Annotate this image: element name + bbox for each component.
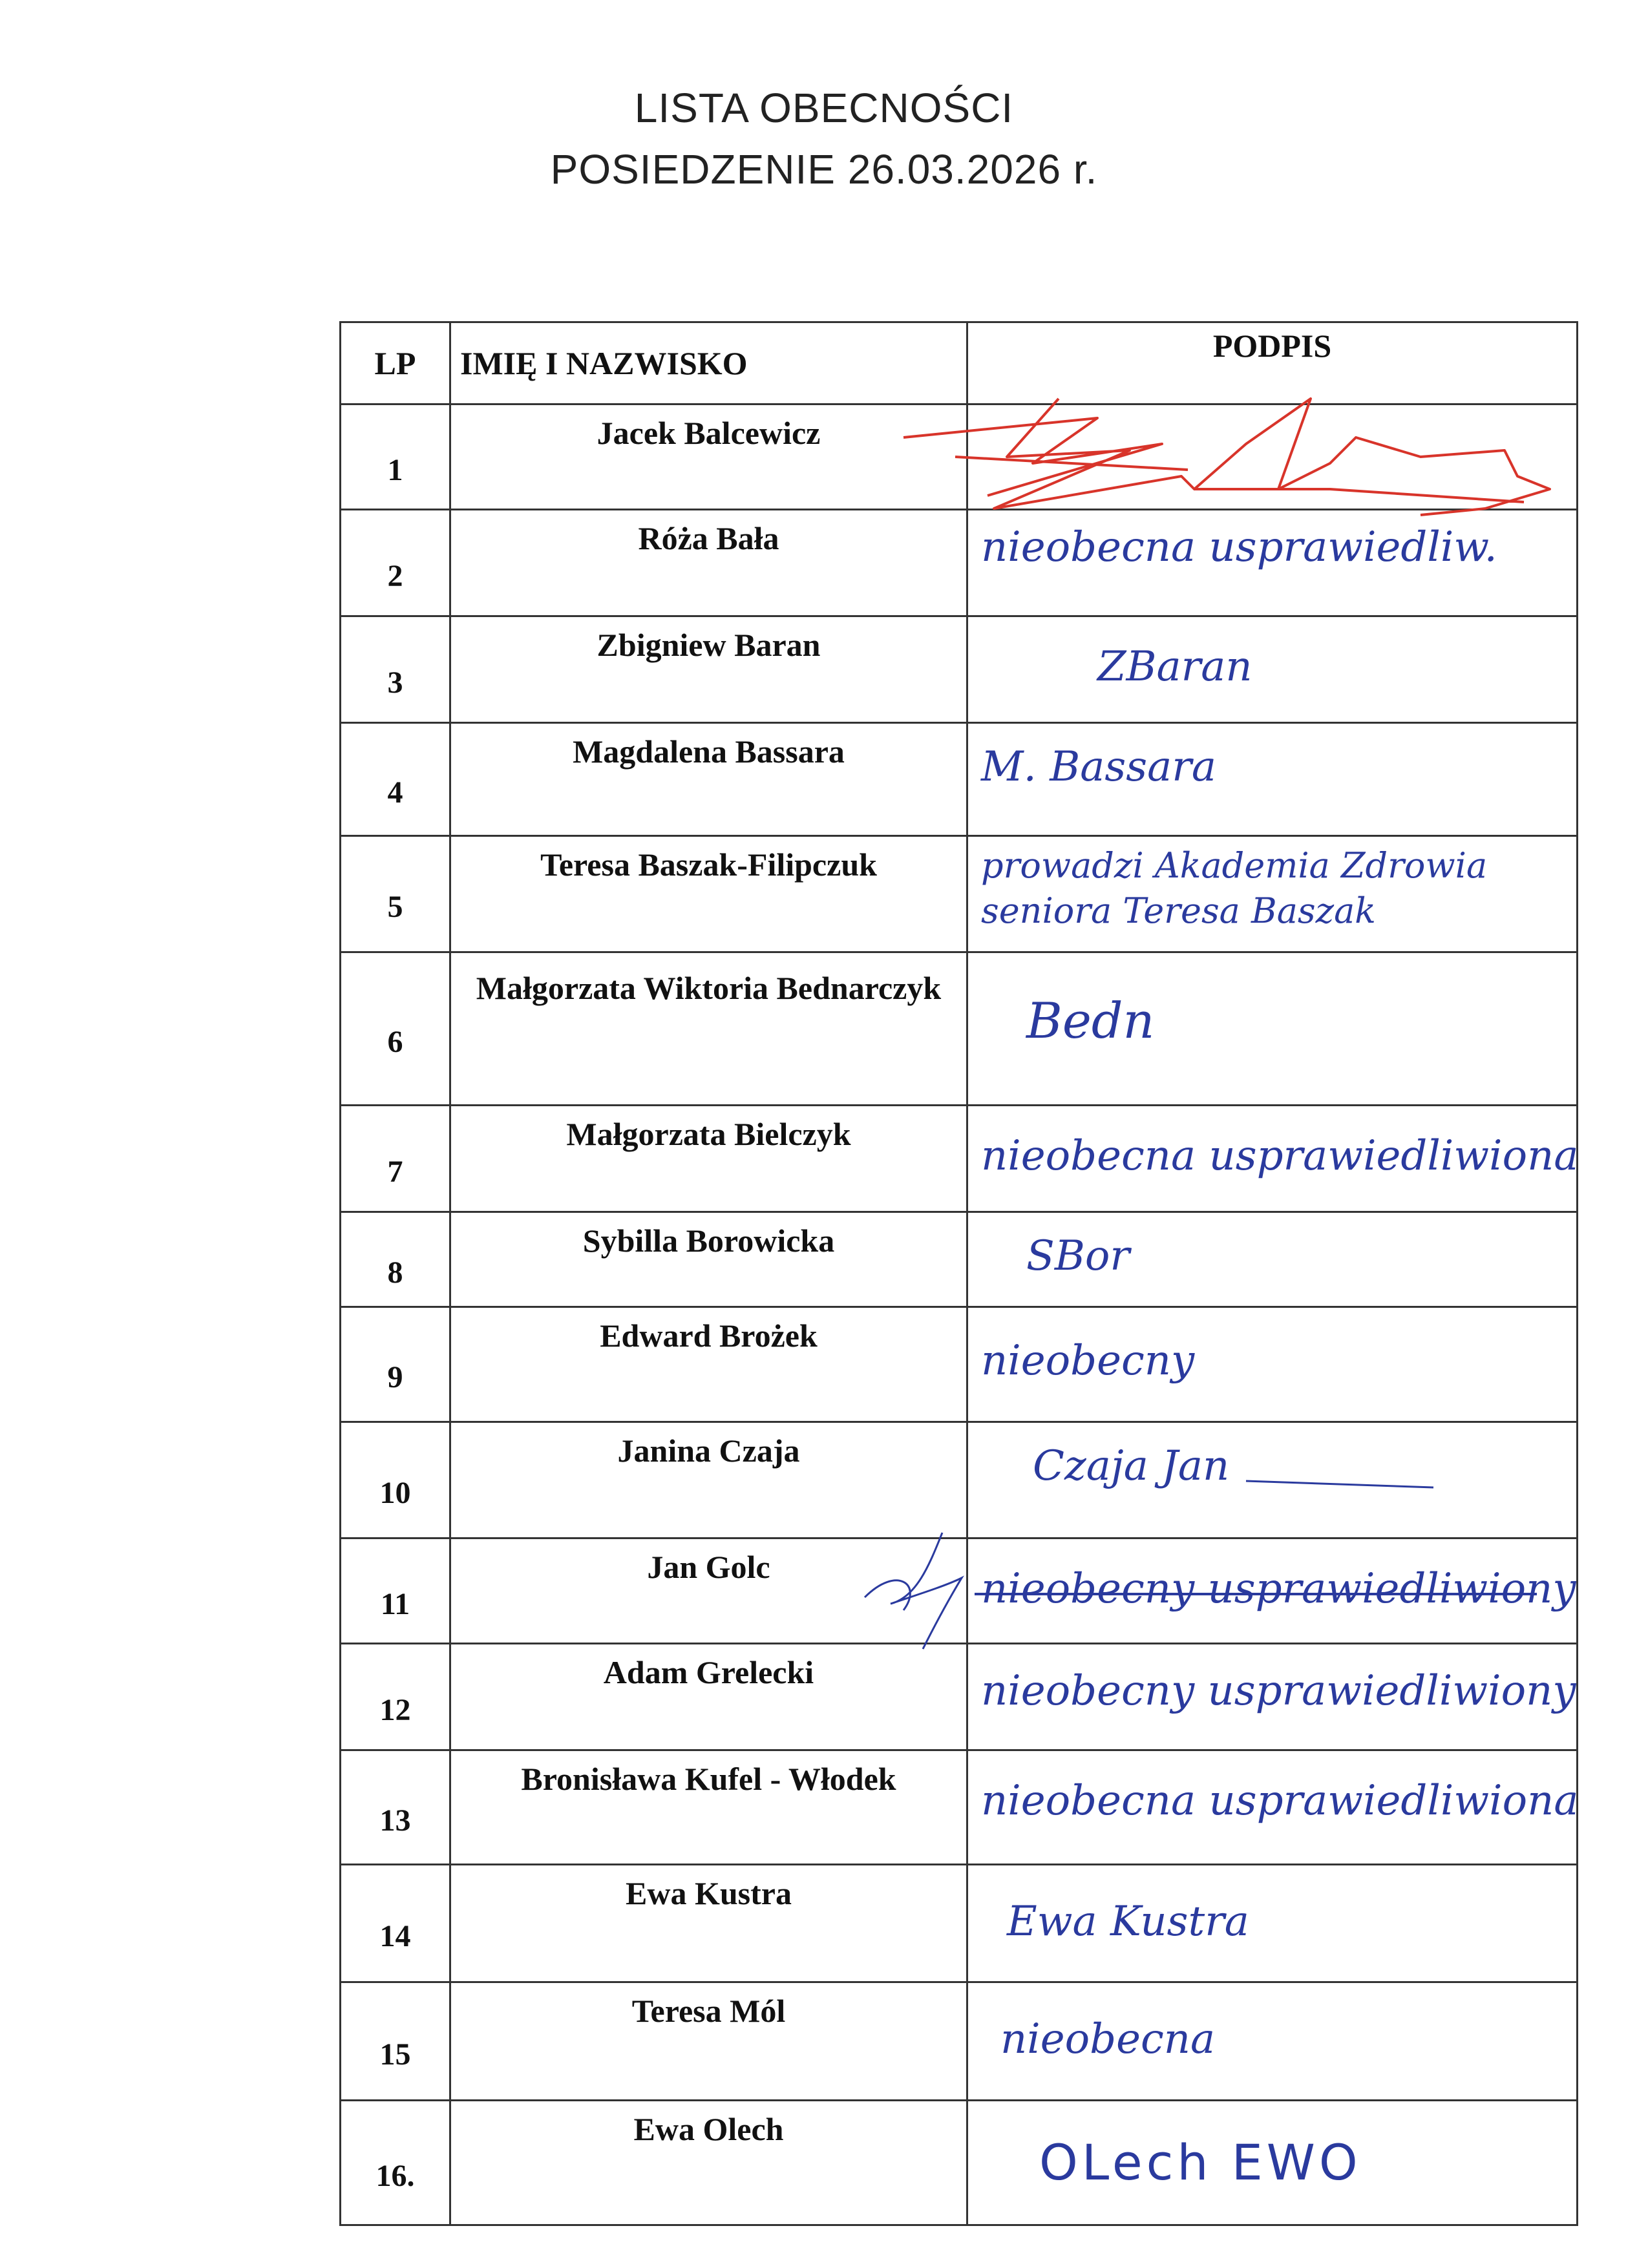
row-name: Małgorzata Wiktoria Bednarczyk (450, 952, 967, 1106)
row-name: Ewa Kustra (450, 1865, 967, 1982)
handwritten-signature: SBor (1026, 1232, 1130, 1280)
handwritten-note: nieobecna usprawiedliw. (981, 523, 1497, 571)
row-number: 8 (341, 1212, 450, 1307)
row-number: 2 (341, 510, 450, 616)
row-number: 9 (341, 1307, 450, 1422)
row-signature (967, 952, 1578, 1106)
table-row (341, 2101, 1578, 2225)
row-signature (967, 1307, 1578, 1422)
row-number: 3 (341, 616, 450, 723)
row-name: Jan Golc (450, 1538, 967, 1644)
row-name: Teresa Baszak-Filipczuk (450, 836, 967, 952)
row-name: Magdalena Bassara (450, 723, 967, 836)
handwritten-note: nieobecny usprawiedliwiony (981, 1667, 1576, 1715)
table-row (341, 510, 1578, 616)
row-name: Sybilla Borowicka (450, 1212, 967, 1307)
row-signature (967, 1538, 1578, 1644)
table-row (341, 952, 1578, 1106)
row-name: Ewa Olech (450, 2101, 967, 2225)
handwritten-signature: OLech EWO (1039, 2134, 1362, 2191)
row-signature (967, 616, 1578, 723)
row-name: Janina Czaja (450, 1422, 967, 1538)
row-signature (967, 836, 1578, 952)
row-name: Bronisława Kufel - Włodek (450, 1750, 967, 1865)
table-header-row (341, 322, 1578, 404)
row-number: 13 (341, 1750, 450, 1865)
row-number: 15 (341, 1982, 450, 2101)
row-number: 11 (341, 1538, 450, 1644)
table-row (341, 1422, 1578, 1538)
handwritten-note: nieobecna usprawiedliwiona (981, 1132, 1579, 1180)
table-row (341, 1644, 1578, 1750)
handwritten-note-struck: nieobecny usprawiedliwiony (981, 1565, 1576, 1613)
column-header-signature: PODPIS (967, 322, 1578, 404)
handwritten-signature: Ewa Kustra (1007, 1898, 1249, 1946)
row-number: 6 (341, 952, 450, 1106)
table-row (341, 1106, 1578, 1212)
row-number: 1 (341, 404, 450, 510)
row-number: 14 (341, 1865, 450, 1982)
handwritten-signature: M. Bassara (981, 743, 1216, 791)
row-name: Edward Brożek (450, 1307, 967, 1422)
column-header-lp: LP (341, 322, 450, 404)
row-name: Zbigniew Baran (450, 616, 967, 723)
table-row (341, 616, 1578, 723)
handwritten-note: nieobecny (981, 1337, 1195, 1385)
table-row (341, 1212, 1578, 1307)
row-signature (967, 1212, 1578, 1307)
row-name: Teresa Mól (450, 1982, 967, 2101)
strike-and-signature (968, 1539, 1578, 1644)
table-row (341, 723, 1578, 836)
table-row (341, 1307, 1578, 1422)
handwritten-note: prowadzi Akademia Zdrowia seniora Teresa Baszak (981, 845, 1488, 931)
page-subtitle: POSIEDZENIE 26.03.2026 r. (550, 146, 1098, 193)
row-number: 7 (341, 1106, 450, 1212)
row-name: Adam Grelecki (450, 1644, 967, 1750)
handwritten-note: nieobecna usprawiedliwiona (981, 1777, 1579, 1825)
table-row (341, 1538, 1578, 1644)
row-signature (967, 2101, 1578, 2225)
handwritten-signature: Czaja Jan (1033, 1442, 1230, 1490)
row-name: Róża Bała (450, 510, 967, 616)
row-signature (967, 1750, 1578, 1865)
row-name: Jacek Balcewicz (450, 404, 967, 510)
row-signature (967, 404, 1578, 510)
table-row (341, 1982, 1578, 2101)
row-signature (967, 1982, 1578, 2101)
table-row (341, 1865, 1578, 1982)
row-number: 10 (341, 1422, 450, 1538)
row-number: 16. (341, 2101, 450, 2225)
row-signature (967, 1644, 1578, 1750)
row-signature (967, 1422, 1578, 1538)
red-signature-scribble (968, 405, 1578, 510)
row-number: 5 (341, 836, 450, 952)
row-signature (967, 1865, 1578, 1982)
handwritten-signature: ZBaran (1097, 643, 1252, 691)
row-signature (967, 723, 1578, 836)
attendance-table (339, 321, 1578, 2226)
row-signature (967, 1106, 1578, 1212)
row-signature (967, 510, 1578, 616)
handwritten-note: nieobecna (1000, 2015, 1216, 2063)
row-name: Małgorzata Bielczyk (450, 1106, 967, 1212)
signature-flourish (968, 1423, 1578, 1539)
table-row (341, 836, 1578, 952)
column-header-name: IMIĘ I NAZWISKO (450, 322, 967, 404)
row-number: 12 (341, 1644, 450, 1750)
row-number: 4 (341, 723, 450, 836)
page-title: LISTA OBECNOŚCI (634, 85, 1014, 131)
table-row (341, 1750, 1578, 1865)
handwritten-signature: Bedn (1026, 992, 1155, 1049)
table-row (341, 404, 1578, 510)
